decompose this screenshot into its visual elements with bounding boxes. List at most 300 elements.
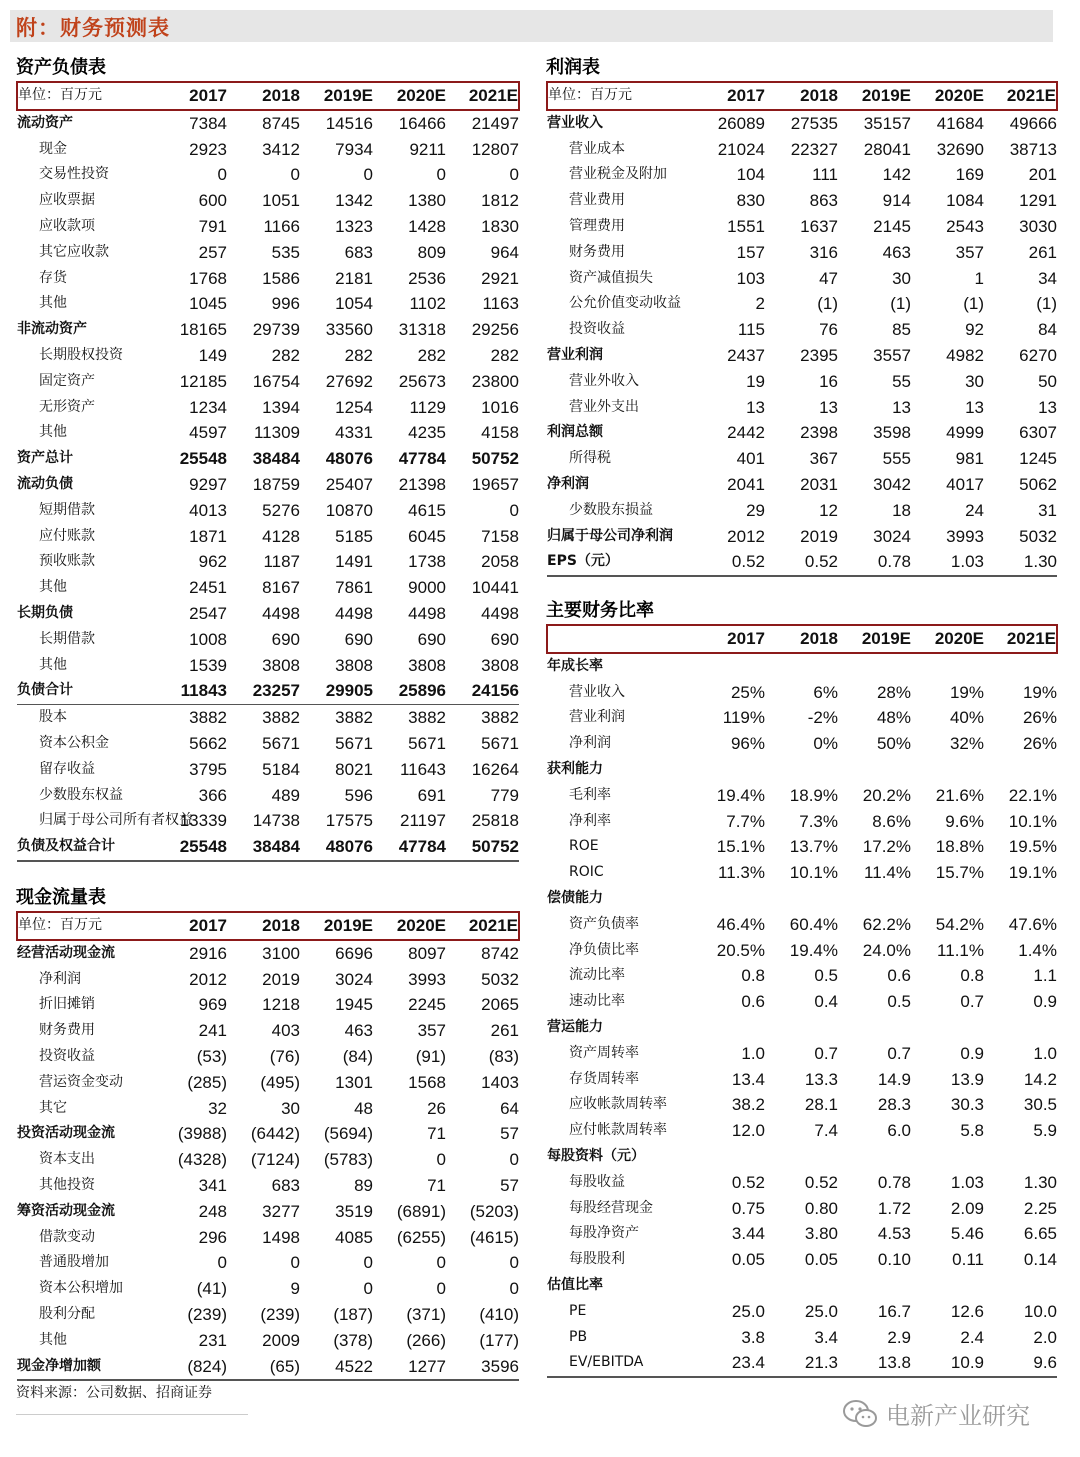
row-label: 其他 (39, 579, 67, 596)
table-row (547, 989, 1057, 1015)
cell-value (984, 653, 1057, 680)
cell-value: 18.8% (935, 837, 984, 857)
row-label: 营业外收入 (569, 372, 639, 389)
cell-value: 0.4 (814, 992, 838, 1012)
cell-value: (65) (227, 1354, 300, 1381)
cell-value: 6.0 (887, 1121, 911, 1141)
cell-value: 3596 (446, 1354, 519, 1381)
table-header-row (17, 82, 519, 110)
row-label: 净利率 (569, 812, 611, 829)
cell-value: 57 (500, 1124, 519, 1144)
cell-value: 962 (198, 552, 227, 572)
table-row (17, 967, 519, 993)
cell-value: 21497 (471, 113, 519, 133)
cell-value: 1323 (335, 216, 373, 236)
cell-value: 6270 (1019, 345, 1057, 365)
cell-value: 38.2 (731, 1095, 765, 1115)
cell-value: (410) (479, 1304, 519, 1324)
table-row (547, 137, 1057, 163)
cell-value: 10.9 (911, 1350, 984, 1377)
table-row (547, 1299, 1057, 1325)
cell-value: 96% (730, 734, 765, 754)
cell-value: 2536 (408, 268, 446, 288)
year-header: 2020E (373, 82, 446, 110)
financial-ratios-title: 主要财务比率 (546, 600, 654, 621)
cell-value: 2065 (481, 995, 519, 1015)
table-row (17, 757, 519, 783)
cell-value: 6696 (335, 943, 373, 963)
table-row (547, 524, 1057, 550)
cell-value: 17.2% (862, 837, 911, 857)
row-label: 每股资料（元） (547, 1147, 645, 1164)
cell-value: 401 (736, 449, 765, 469)
row-label: 长期负债 (17, 604, 73, 621)
table-row (17, 162, 519, 188)
cell-value: 1166 (263, 216, 300, 236)
cell-value: 35157 (863, 113, 911, 133)
cell-value: 14738 (252, 811, 300, 831)
cell-value: 103 (736, 268, 765, 288)
cell-value: 8021 (335, 759, 373, 779)
row-label: 获利能力 (547, 760, 603, 777)
cell-value: 16754 (252, 371, 300, 391)
year-header: 2017 (154, 82, 227, 110)
cell-value (911, 653, 984, 680)
cell-value: 111 (812, 165, 838, 185)
row-label: 资产周转率 (569, 1044, 639, 1061)
row-label: 营运能力 (547, 1018, 603, 1035)
cell-value: 1.30 (1023, 1172, 1057, 1192)
table-row (17, 653, 519, 679)
cell-value: 47784 (398, 449, 446, 469)
cell-value: 2145 (873, 216, 911, 236)
cell-value: 5032 (1019, 526, 1057, 546)
cell-value: 0.05 (731, 1250, 765, 1270)
cell-value (984, 1273, 1057, 1299)
cell-value: 2245 (408, 995, 446, 1015)
cell-value: 23257 (252, 681, 300, 701)
cell-value: 4.53 (877, 1224, 911, 1244)
cell-value: 5671 (408, 733, 446, 753)
cell-value: 11309 (253, 423, 300, 443)
cell-value: 10.1% (789, 863, 838, 883)
cell-value: 2012 (727, 526, 765, 546)
year-header: 2020E (911, 82, 984, 110)
cell-value: 149 (198, 345, 227, 365)
cell-value: 31318 (398, 320, 446, 340)
cell-value: (187) (333, 1304, 373, 1324)
row-label: 应付帐款周转率 (569, 1122, 667, 1139)
cell-value: 357 (955, 242, 984, 262)
wechat-icon (842, 1399, 878, 1429)
cell-value: 12.6 (950, 1301, 984, 1321)
row-label: 财务费用 (39, 1022, 95, 1039)
cell-value: 21197 (399, 811, 446, 831)
cell-value: 4498 (262, 603, 300, 623)
row-label: 投资收益 (569, 321, 625, 338)
cell-value: 403 (271, 1021, 300, 1041)
cell-value: 17575 (325, 811, 373, 831)
cell-value: 29256 (471, 320, 519, 340)
cell-value: 5184 (262, 759, 300, 779)
year-header: 2017 (692, 625, 765, 653)
cell-value: 0 (509, 1279, 519, 1299)
cell-value: 0.9 (1033, 992, 1057, 1012)
table-row (17, 472, 519, 498)
cell-value: 3024 (873, 526, 911, 546)
cell-value: 0.6 (741, 992, 765, 1012)
cell-value: 1291 (1019, 191, 1057, 211)
cell-value: 1812 (481, 191, 519, 211)
cell-value: 1277 (373, 1354, 446, 1381)
unit-label: 单位：百万元 (17, 82, 154, 110)
row-label: ROE (569, 838, 599, 855)
table-row (17, 705, 519, 731)
table-row (547, 266, 1057, 292)
row-label: 留存收益 (39, 760, 95, 777)
cell-value: 5662 (189, 733, 227, 753)
cell-value: 11.3% (718, 863, 765, 883)
cell-value: 248 (198, 1201, 227, 1221)
cell-value: 4128 (262, 526, 300, 546)
year-header: 2019E (838, 82, 911, 110)
cell-value: 16 (819, 371, 838, 391)
cell-value: 3808 (408, 655, 446, 675)
row-label: 交易性投资 (39, 166, 109, 183)
table-row (17, 627, 519, 653)
cell-value (911, 757, 984, 783)
year-header: 2018 (765, 625, 838, 653)
cell-value: 47784 (373, 834, 446, 861)
cell-value: 3042 (873, 474, 911, 494)
cell-value: 8167 (262, 578, 300, 598)
row-label: 长期股权投资 (39, 346, 123, 363)
table-row (547, 860, 1057, 886)
cell-value: 25548 (179, 449, 227, 469)
cell-value: (1) (817, 294, 838, 314)
cell-value (765, 1015, 838, 1041)
row-label: 营业收入 (569, 683, 625, 700)
cell-value: 1768 (189, 268, 227, 288)
cell-value: 1163 (482, 294, 519, 314)
cell-value: 11.4% (864, 863, 911, 883)
cell-value: 50 (1038, 371, 1057, 391)
cell-value: 19.5% (1008, 837, 1057, 857)
cell-value: 0.78 (877, 1172, 911, 1192)
cell-value: 683 (344, 242, 373, 262)
cash-flow-title: 现金流量表 (16, 887, 106, 908)
cell-value (984, 757, 1057, 783)
cell-value: 25548 (154, 834, 227, 861)
cell-value: 4017 (946, 474, 984, 494)
cell-value: 50752 (446, 834, 519, 861)
cell-value: 779 (490, 785, 519, 805)
year-header: 2018 (227, 912, 300, 940)
cell-value: (285) (187, 1072, 227, 1092)
row-label: ROIC (569, 864, 604, 881)
cell-value: 41684 (936, 113, 984, 133)
cell-value: 16466 (398, 113, 446, 133)
cell-value: 3795 (189, 759, 227, 779)
cell-value (765, 1273, 838, 1299)
cell-value: 62.2% (862, 914, 911, 934)
cell-value: 3598 (873, 423, 911, 443)
cell-value: 84 (1038, 320, 1057, 340)
cell-value: (266) (406, 1330, 446, 1350)
table-row (547, 886, 1057, 912)
row-label: 其它应收款 (39, 243, 109, 260)
cell-value: 555 (882, 449, 911, 469)
cell-value: 2.9 (887, 1327, 911, 1347)
cell-value: 231 (198, 1330, 227, 1350)
cell-value: 25818 (471, 811, 519, 831)
cell-value: (5203) (469, 1201, 519, 1221)
row-label: 资产负债率 (569, 915, 639, 932)
cell-value: (239) (187, 1304, 227, 1324)
cell-value: 1.72 (877, 1198, 911, 1218)
cell-value: 691 (417, 785, 446, 805)
row-label: 管理费用 (569, 217, 625, 234)
table-row (547, 731, 1057, 757)
cell-value: 8097 (408, 943, 446, 963)
cell-value: 5185 (335, 526, 373, 546)
cell-value: 0.8 (741, 966, 765, 986)
row-label: 其他 (39, 424, 67, 441)
table-row (17, 808, 519, 834)
table-row (547, 1247, 1057, 1273)
cell-value: 463 (344, 1021, 373, 1041)
watermark-text: 电新产业研究 (886, 1402, 1030, 1430)
cell-value: 535 (271, 242, 300, 262)
cell-value: 0 (509, 165, 519, 185)
cell-value: 14.9 (877, 1069, 911, 1089)
cash-flow-table (16, 911, 520, 1381)
table-row (547, 963, 1057, 989)
cell-value (692, 886, 765, 912)
cell-value: 0.05 (804, 1250, 838, 1270)
cell-value: 19 (746, 371, 765, 391)
cell-value: 1234 (189, 397, 227, 417)
table-row (17, 369, 519, 395)
cell-value: (4328) (177, 1150, 227, 1170)
cell-value: 3100 (262, 943, 300, 963)
table-row (17, 266, 519, 292)
cell-value: 23800 (471, 371, 519, 391)
cell-value (838, 653, 911, 680)
cell-value: 1498 (262, 1227, 300, 1247)
table-row (17, 1070, 519, 1096)
cell-value: 5032 (481, 969, 519, 989)
cell-value: 3808 (481, 655, 519, 675)
cell-value: 29 (746, 500, 765, 520)
cell-value: 2451 (189, 578, 227, 598)
cell-value: 13.8 (838, 1350, 911, 1377)
year-header: 2021E (984, 625, 1057, 653)
row-label: 速动比率 (569, 993, 625, 1010)
table-row (17, 137, 519, 163)
cell-value: 30 (965, 371, 984, 391)
table-row (17, 783, 519, 809)
row-label: 资产总计 (17, 450, 73, 467)
cell-value: 1.0 (1033, 1043, 1057, 1063)
cell-value: 341 (198, 1175, 227, 1195)
cell-value: 9 (290, 1279, 300, 1299)
row-label: 营业外支出 (569, 398, 639, 415)
cell-value: 50% (876, 734, 911, 754)
unit-label: 单位：百万元 (547, 82, 692, 110)
row-label: 投资收益 (39, 1047, 95, 1064)
table-row (17, 992, 519, 1018)
cell-value: 28.3 (877, 1095, 911, 1115)
table-row (547, 395, 1057, 421)
cell-value: 7934 (335, 139, 373, 159)
table-row (547, 834, 1057, 860)
cell-value: 5.46 (950, 1224, 984, 1244)
cell-value (692, 1015, 765, 1041)
table-row (17, 524, 519, 550)
cell-value: 1637 (800, 216, 838, 236)
table-row (17, 940, 519, 967)
cell-value: 0 (363, 165, 373, 185)
cell-value: 0.5 (887, 992, 911, 1012)
cell-value (838, 886, 911, 912)
cell-value: 6% (813, 682, 838, 702)
cell-value: 2031 (800, 474, 838, 494)
row-label: 股本 (17, 705, 154, 731)
row-label: 经营活动现金流 (17, 944, 115, 961)
cell-value: 1551 (727, 216, 765, 236)
row-label: 股利分配 (39, 1305, 95, 1322)
cell-value: 1.4% (1018, 940, 1057, 960)
cell-value: 0 (509, 1150, 519, 1170)
cell-value: 0.75 (731, 1198, 765, 1218)
table-row (17, 214, 519, 240)
cell-value: 1218 (262, 995, 300, 1015)
cell-value: 28041 (863, 139, 911, 159)
cell-value: 60.4% (789, 914, 838, 934)
row-label: 其他 (39, 656, 67, 673)
table-row (17, 1121, 519, 1147)
cell-value: 64 (500, 1098, 519, 1118)
cell-value: 27692 (325, 371, 373, 391)
cell-value: 0 (290, 165, 300, 185)
row-label: 非流动资产 (17, 321, 87, 338)
cell-value: 28.1 (804, 1095, 838, 1115)
table-row (17, 1225, 519, 1251)
table-row (547, 162, 1057, 188)
cell-value: 12807 (471, 139, 519, 159)
cell-value: (239) (260, 1304, 300, 1324)
cell-value: 3808 (262, 655, 300, 675)
cell-value: 1403 (481, 1072, 519, 1092)
cell-value (911, 1015, 984, 1041)
cell-value: 0.7 (814, 1043, 838, 1063)
table-row (547, 1273, 1057, 1299)
cell-value: 3808 (335, 655, 373, 675)
cell-value: 690 (344, 629, 373, 649)
cell-value: (7124) (250, 1150, 300, 1170)
cell-value (765, 757, 838, 783)
cell-value: 1016 (481, 397, 519, 417)
table-row (547, 912, 1057, 938)
cell-value: 92 (965, 320, 984, 340)
cell-value: 241 (198, 1021, 227, 1041)
cell-value: 26% (1022, 708, 1057, 728)
table-row (17, 1018, 519, 1044)
cell-value: 0 (436, 1279, 446, 1299)
cell-value: 0 (509, 1253, 519, 1273)
cell-value: 690 (417, 629, 446, 649)
cell-value: 5276 (262, 500, 300, 520)
cell-value: 6.65 (1023, 1224, 1057, 1244)
cell-value: 7384 (189, 113, 227, 133)
cell-value (984, 1144, 1057, 1170)
cell-value (838, 1273, 911, 1299)
cell-value: 5671 (335, 733, 373, 753)
row-label: 利润总额 (547, 424, 603, 441)
table-header-row (547, 82, 1057, 110)
row-label: 净利润 (547, 475, 589, 492)
cell-value: (6255) (396, 1227, 446, 1247)
cell-value: 863 (809, 191, 838, 211)
cell-value: 2012 (189, 969, 227, 989)
cell-value: 13.3 (804, 1069, 838, 1089)
row-label: 负债及权益合计 (17, 834, 154, 861)
row-label: 资产减值损失 (569, 269, 653, 286)
table-row (17, 1276, 519, 1302)
table-row (17, 1354, 519, 1381)
cell-value: 1539 (189, 655, 227, 675)
row-label: 每股股利 (569, 1251, 625, 1268)
cell-value: 3030 (1019, 216, 1057, 236)
cell-value: 4498 (335, 603, 373, 623)
cell-value (911, 1273, 984, 1299)
row-label: 应收票据 (39, 192, 95, 209)
cell-value: 1491 (335, 552, 373, 572)
cell-value: 3557 (873, 345, 911, 365)
cell-value: 6307 (1019, 423, 1057, 443)
table-row (547, 680, 1057, 706)
row-label: 财务费用 (569, 243, 625, 260)
cell-value: 48 (354, 1098, 373, 1118)
cell-value: 19.1% (1008, 863, 1057, 883)
cell-value: 9.6% (945, 811, 984, 831)
table-row (17, 601, 519, 627)
cell-value: 0.52 (692, 549, 765, 576)
cell-value: 20.5% (716, 940, 765, 960)
table-row (17, 549, 519, 575)
row-label: 营业成本 (569, 140, 625, 157)
year-header: 2021E (446, 912, 519, 940)
cell-value: 0 (509, 500, 519, 520)
cell-value: (824) (154, 1354, 227, 1381)
row-label: 偿债能力 (547, 889, 603, 906)
cell-value: 21.3 (765, 1350, 838, 1377)
cell-value: 18759 (252, 474, 300, 494)
cell-value: 5671 (262, 733, 300, 753)
cell-value: 38484 (252, 449, 300, 469)
table-row (547, 291, 1057, 317)
cell-value: (84) (342, 1046, 373, 1066)
cell-value: (5694) (323, 1124, 373, 1144)
cell-value: 1738 (408, 552, 446, 572)
cell-value (765, 653, 838, 680)
cell-value: 3882 (446, 705, 519, 731)
cell-value: 1.0 (741, 1043, 765, 1063)
row-label: 负债合计 (17, 682, 73, 699)
cell-value: 1045 (189, 294, 227, 314)
row-label: 营运资金变动 (39, 1073, 123, 1090)
